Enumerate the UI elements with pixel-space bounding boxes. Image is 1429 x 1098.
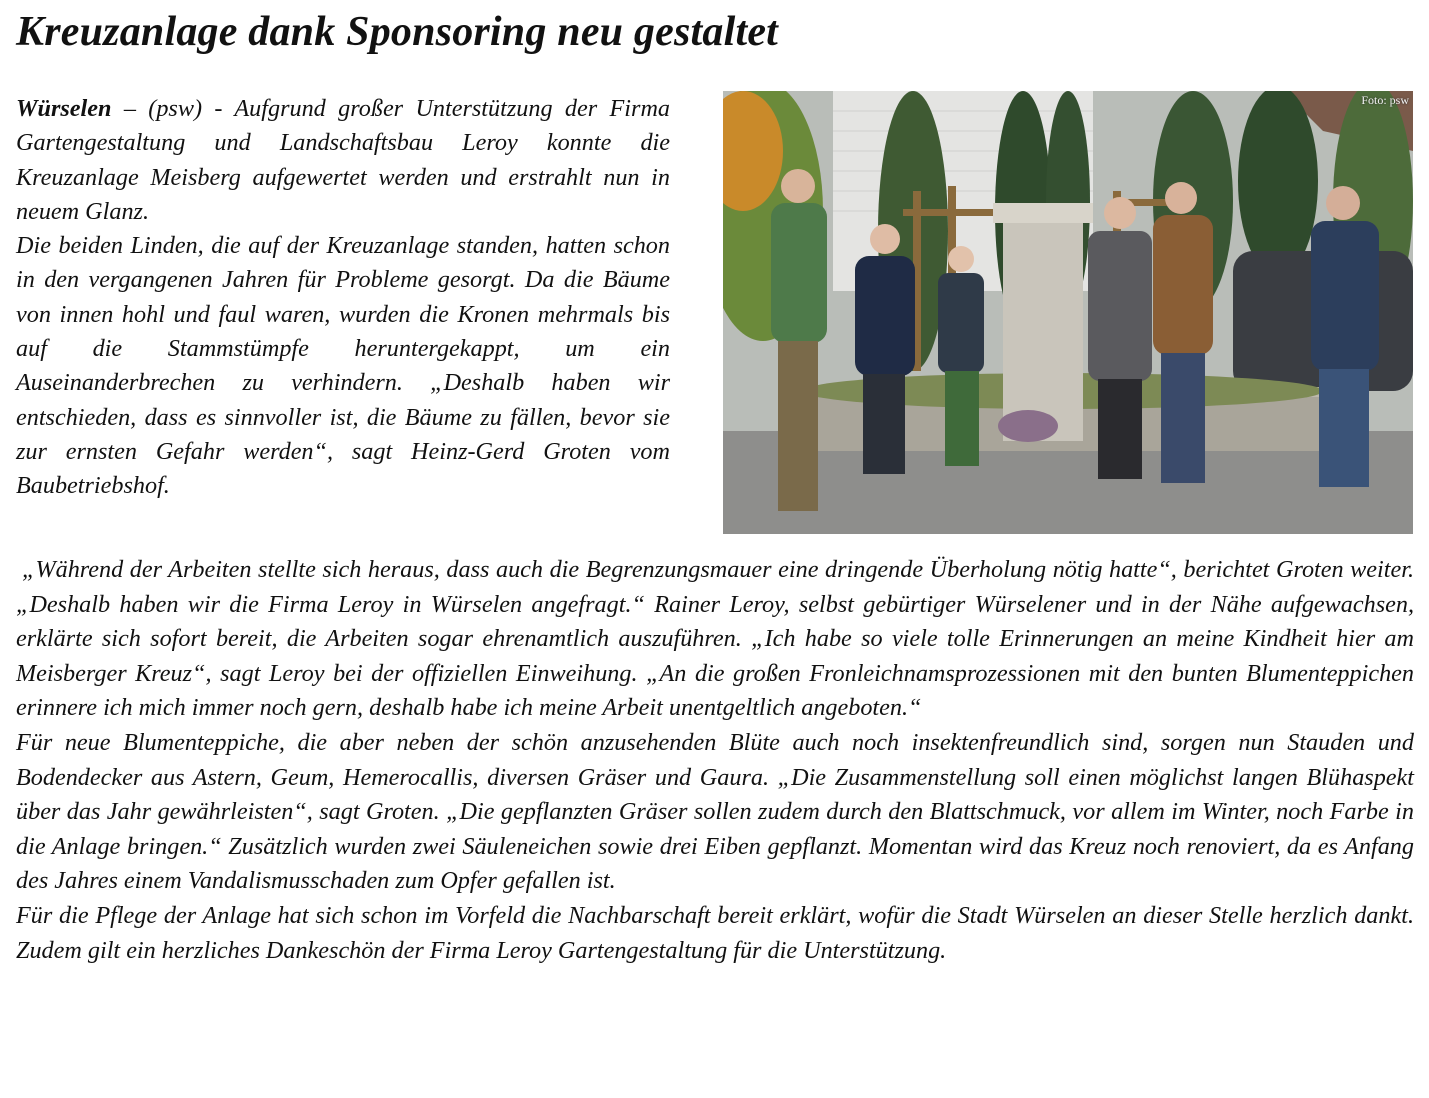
article-photo (723, 91, 1413, 534)
paragraph-linden: Die beiden Linden, die auf der Kreuzanlage standen, hatten schon in den vergangenen Jahren für Probleme gesorgt. Da die Bäume von innen hohl und faul waren, wurden die Kronen mehrmals bis auf die Stammstümpfe heruntergekappt, um ein Auseinanderbrechen zu verhindern. „Deshalb haben wir entschieden, dass es sinnvoller ist, die Bäume zu fällen, bevor sie zur ernsten Gefahr werden“, sagt Heinz-Gerd Groten vom Baubetriebshof. (16, 232, 670, 500)
group-photo-illustration (723, 91, 1413, 534)
article-lead-column (16, 92, 670, 504)
paragraph-blumenteppiche: Für neue Blumenteppiche, die aber neben der schön anzusehenden Blüte auch noch insektenfreundlich sind, sorgen nun Stauden und Bodendecker aus Astern, Geum, Hemerocallis, diversen Gräser und Gaura. „Die Zusammenstellung soll einen möglichst langen Blühaspekt über das Jahr gewährleisten“, sagt Groten. „Die gepflanzten Gräser sollen zudem durch den Blattschmuck, vor allem im Winter, noch Farbe in die Anlage bringen.“ Zusätzlich wurden zwei Säuleneichen sowie drei Eiben gepflanzt. Momentan wird das Kreuz noch renoviert, da es Anfang des Jahres einem Vandalismusschaden zum Opfer gefallen ist. (16, 728, 1414, 895)
dateline: Würselen (16, 95, 112, 122)
lead-text: – (psw) - Aufgrund großer Unterstützung der Firma Gartengestaltung und Landschaftsbau Leroy konnte die Kreuzanlage Meisberg aufgewertet werden und erstrahlt nun in neuem Glanz. (16, 95, 670, 225)
article-headline: Kreuzanlage dank Sponsoring neu gestaltet (16, 9, 779, 55)
article-body-column (16, 553, 1414, 968)
paragraph-begrenzungsmauer: „Während der Arbeiten stellte sich heraus, dass auch die Begrenzungsmauer eine dringende Überholung nötig hatte“, berichtet Groten weiter. „Deshalb haben wir die Firma Leroy in Würselen angefragt.“ Rainer Leroy, selbst gebürtiger Würselener und in der Nähe aufgewachsen, erklärte sich sofort bereit, die Arbeiten sogar ehrenamtlich auszuführen. „Ich habe so viele tolle Erinnerungen an meine Kindheit hier am Meisberger Kreuz“, sagt Leroy bei der offiziellen Einweihung. „An die großen Fronleichnamsprozessionen mit den bunten Blumenteppichen erinnere ich mich immer noch gern, deshalb habe ich meine Arbeit unentgeltlich angeboten.“ (16, 556, 1414, 722)
lead-paragraph (16, 92, 670, 229)
paragraph-pflege: Für die Pflege der Anlage hat sich schon im Vorfeld die Nachbarschaft bereit erklärt, wofür die Stadt Würselen an dieser Stelle herzlich dankt. Zudem gilt ein herzliches Dankeschön der Firma Leroy Gartengestaltung für die Unterstützung. (16, 901, 1414, 964)
photo-credit: Foto: psw (1361, 93, 1409, 107)
